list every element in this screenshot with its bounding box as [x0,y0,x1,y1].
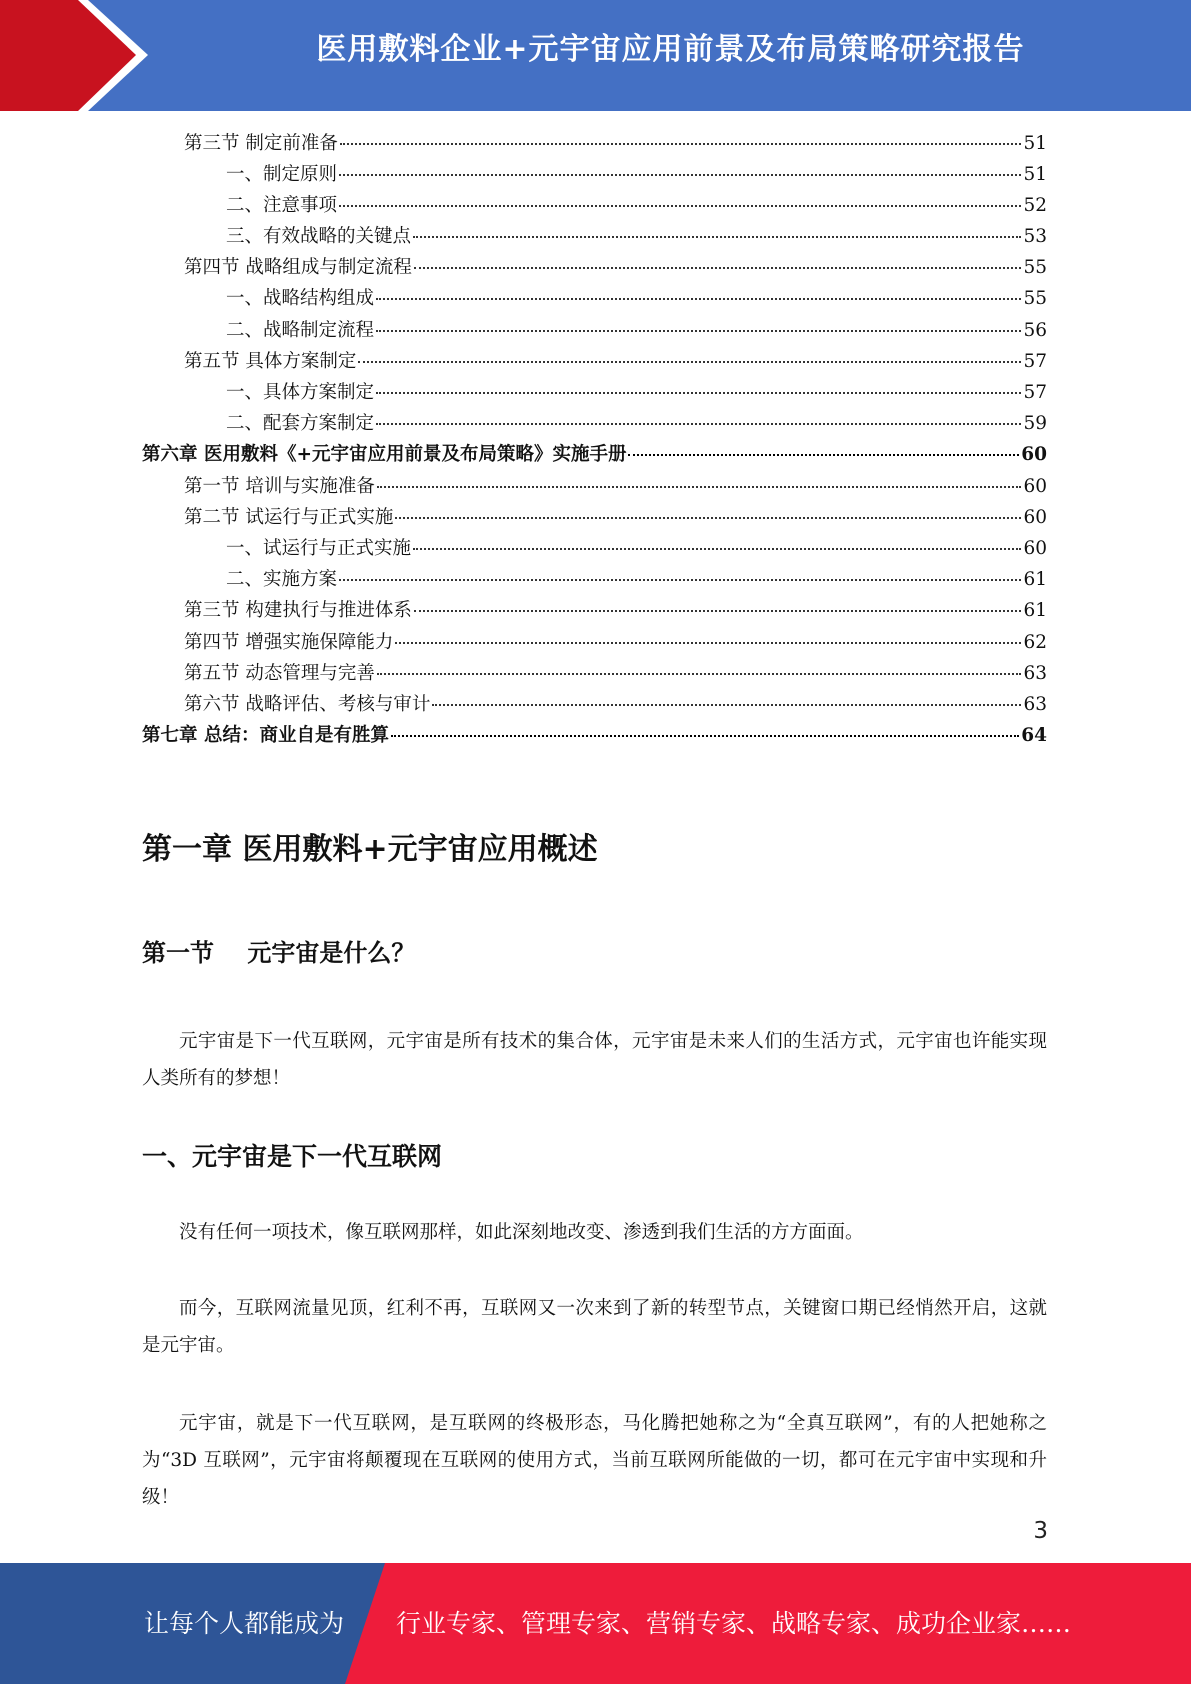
toc-entry-label: 第五节 具体方案制定 [184,350,357,372]
toc-entry-page: 63 [1023,662,1047,684]
toc-dot-leader [376,374,1021,395]
toc-dot-leader [376,311,1021,332]
toc-dot-leader [377,654,1022,675]
section-heading: 第一节 元宇宙是什么？ [142,939,416,967]
subsection-heading: 一、元宇宙是下一代互联网 [142,1142,443,1171]
toc-entry-label: 第六章 医用敷料《+元宇宙应用前景及布局策略》实施手册 [142,444,627,466]
toc-dot-leader [414,249,1022,270]
toc-entry-label: 一、试运行与正式实施 [226,537,412,559]
footer-slogan-left: 让每个人都能成为 [144,1609,345,1638]
toc-entry-page: 60 [1021,444,1047,466]
toc-entry-label: 一、战略结构组成 [226,288,375,310]
toc-entry-page: 60 [1023,537,1047,559]
toc-entry-label: 第七章 总结：商业自是有胜算 [142,725,389,747]
toc-dot-leader [432,685,1021,706]
page-header [0,0,1191,111]
toc-dot-leader [339,155,1021,176]
toc-entry-page: 62 [1023,631,1047,653]
toc-dot-leader [413,529,1021,550]
toc-entry-label: 二、实施方案 [226,569,338,591]
toc-entry-page: 59 [1023,413,1047,435]
toc-entry-page: 51 [1023,163,1047,185]
toc-entry-page: 61 [1023,569,1047,591]
toc-dot-leader [391,717,1019,738]
toc-entry-page: 55 [1023,288,1047,310]
report-title: 医用敷料企业+元宇宙应用前景及布局策略研究报告 [316,32,1025,67]
toc-entry-label: 一、制定原则 [226,163,338,185]
toc-entry-label: 二、注意事项 [226,194,338,216]
toc-dot-leader [358,342,1021,363]
body-paragraph: 元宇宙，就是下一代互联网，是互联网的终极形态，马化腾把她称之为“全真互联网”，有的人把她称之为“3D 互联网”，元宇宙将颠覆现在互联网的使用方式，当前互联网所能做的一切，都可在元宇宙中实现和升级！ [142,1413,1047,1508]
toc-dot-leader [395,623,1021,644]
toc-entry-page: 64 [1021,725,1047,747]
toc-dot-leader [628,436,1019,457]
toc-entry-label: 二、配套方案制定 [226,413,375,435]
toc-dot-leader [376,280,1021,301]
header-arrow-icon [0,0,160,111]
toc-dot-leader [339,561,1021,582]
toc-entry-page: 60 [1023,506,1047,528]
page-footer [0,1563,1191,1684]
page-number: 3 [1033,1518,1048,1544]
toc-entry-label: 第三节 制定前准备 [184,132,338,154]
toc-dot-leader [340,124,1022,145]
toc-entry-label: 一、具体方案制定 [226,382,375,403]
toc-entry-label: 第四节 战略组成与制定流程 [184,257,412,279]
toc-dot-leader [414,592,1022,613]
toc-dot-leader [395,498,1021,519]
toc-entry-page: 57 [1023,382,1047,403]
toc-entry-label: 第一节 培训与实施准备 [184,475,375,497]
toc-entry-page: 63 [1023,693,1047,715]
toc-dot-leader [413,218,1021,239]
toc-entry-label: 第二节 试运行与正式实施 [184,506,394,528]
toc-entry[interactable] [142,721,1047,752]
chapter-heading: 第一章 医用敷料+元宇宙应用概述 [142,832,598,867]
toc-entry-page: 51 [1023,132,1047,154]
toc-entry-page: 60 [1023,475,1047,497]
toc-entry-label: 第六节 战略评估、考核与审计 [184,693,431,715]
toc-entry-label: 二、战略制定流程 [226,319,375,341]
toc-dot-leader [377,467,1022,488]
footer-slogan-right: 行业专家、管理专家、营销专家、战略专家、成功企业家…… [396,1609,1072,1638]
toc-entry-label: 三、有效战略的关键点 [226,226,412,248]
intro-paragraph: 元宇宙是下一代互联网，元宇宙是所有技术的集合体，元宇宙是未来人们的生活方式，元宇宙也许能实现人类所有的梦想！ [142,1031,1047,1089]
toc-entry-label: 第五节 动态管理与完善 [184,662,375,684]
toc-entry-label: 第四节 增强实施保障能力 [184,631,394,653]
toc-entry-page: 56 [1023,319,1047,341]
body-paragraph: 而今，互联网流量见顶，红利不再，互联网又一次来到了新的转型节点，关键窗口期已经悄然开启，这就是元宇宙。 [142,1298,1047,1356]
toc-dot-leader [339,186,1021,207]
toc-entry-page: 55 [1023,257,1047,279]
table-of-contents [142,128,1047,752]
body-paragraph: 没有任何一项技术，像互联网那样，如此深刻地改变、渗透到我们生活的方方面面。 [179,1222,864,1243]
toc-entry-page: 57 [1023,350,1047,372]
toc-entry-label: 第三节 构建执行与推进体系 [184,600,412,622]
toc-entry-page: 52 [1023,194,1047,216]
toc-dot-leader [376,405,1021,426]
toc-entry-page: 61 [1023,600,1047,622]
toc-entry-page: 53 [1023,226,1047,248]
